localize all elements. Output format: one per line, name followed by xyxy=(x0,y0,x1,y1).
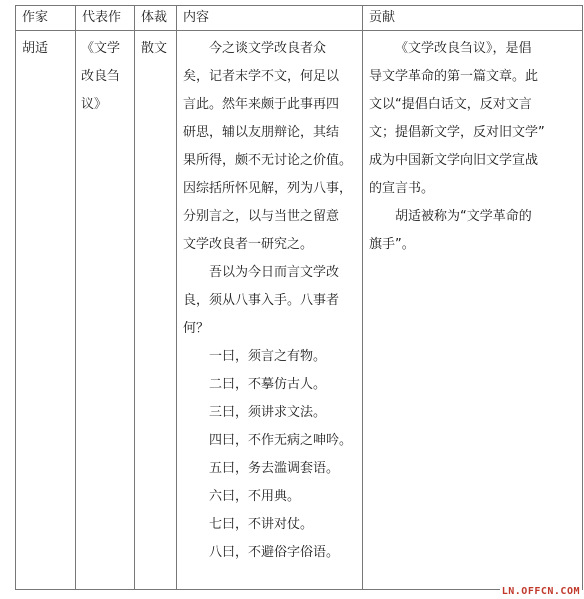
author-name: 胡适 xyxy=(22,41,49,56)
work-title-line: 改良刍 xyxy=(81,69,121,84)
list-item: 三曰，须讲求文法。 xyxy=(209,405,327,420)
header-genre: 体裁 xyxy=(135,6,177,31)
author-cell xyxy=(16,31,76,590)
content-line: 分别言之，以与当世之留意 xyxy=(183,209,340,224)
content-line: 因综括所怀见解，列为八事， xyxy=(183,181,353,196)
work-title-line: 议》 xyxy=(81,97,108,112)
header-author: 作家 xyxy=(16,6,76,31)
contribution-line: 胡适被称为“文学革命的 xyxy=(395,209,532,224)
header-content: 内容 xyxy=(177,6,363,31)
contribution-line: 《文学改良刍议》，是倡 xyxy=(395,41,532,56)
table-header-row xyxy=(16,6,583,31)
list-item: 七曰，不讲对仗。 xyxy=(209,517,314,532)
content-line: 何？ xyxy=(183,321,210,336)
contribution-line: 文；提倡新文学，反对旧文学” xyxy=(369,125,545,140)
work-cell xyxy=(76,31,135,590)
genre-text: 散文 xyxy=(141,41,168,56)
genre-cell xyxy=(135,31,177,590)
table-row xyxy=(16,31,583,590)
contribution-line: 旗手”。 xyxy=(369,237,415,252)
list-item: 五曰，务去滥调套语。 xyxy=(209,461,340,476)
content-line: 矣，记者末学不文，何足以 xyxy=(183,69,340,84)
list-item: 二曰，不摹仿古人。 xyxy=(209,377,327,392)
site-watermark: LN.OFFCN.COM xyxy=(501,586,580,597)
header-contribution: 贡献 xyxy=(363,6,583,31)
list-item: 四曰，不作无病之呻吟。 xyxy=(209,433,353,448)
contribution-line: 的宣言书。 xyxy=(369,181,435,196)
content-cell xyxy=(177,31,363,590)
content-line: 言此。然年来颇于此事再四 xyxy=(183,97,340,112)
list-item: 一曰，须言之有物。 xyxy=(209,349,327,364)
content-line: 果所得，颇不无讨论之价值。 xyxy=(183,153,353,168)
work-title-line: 《文学 xyxy=(81,41,121,56)
contribution-line: 导文学革命的第一篇文章。此 xyxy=(369,69,539,84)
list-item: 六曰，不用典。 xyxy=(209,489,301,504)
header-work: 代表作 xyxy=(76,6,135,31)
literature-table xyxy=(15,5,583,590)
content-line: 研思，辅以友朋辩论，其结 xyxy=(183,125,340,140)
content-line: 今之谈文学改良者众 xyxy=(209,41,327,56)
content-line: 文学改良者一研究之。 xyxy=(183,237,314,252)
content-line: 良，须从八事入手。八事者 xyxy=(183,293,340,308)
contribution-line: 文以“提倡白话文，反对文言 xyxy=(369,97,532,112)
list-item: 八曰，不避俗字俗语。 xyxy=(209,545,340,560)
contribution-line: 成为中国新文学向旧文学宣战 xyxy=(369,153,539,168)
content-line: 吾以为今日而言文学改 xyxy=(209,265,340,280)
contribution-cell xyxy=(363,31,583,590)
